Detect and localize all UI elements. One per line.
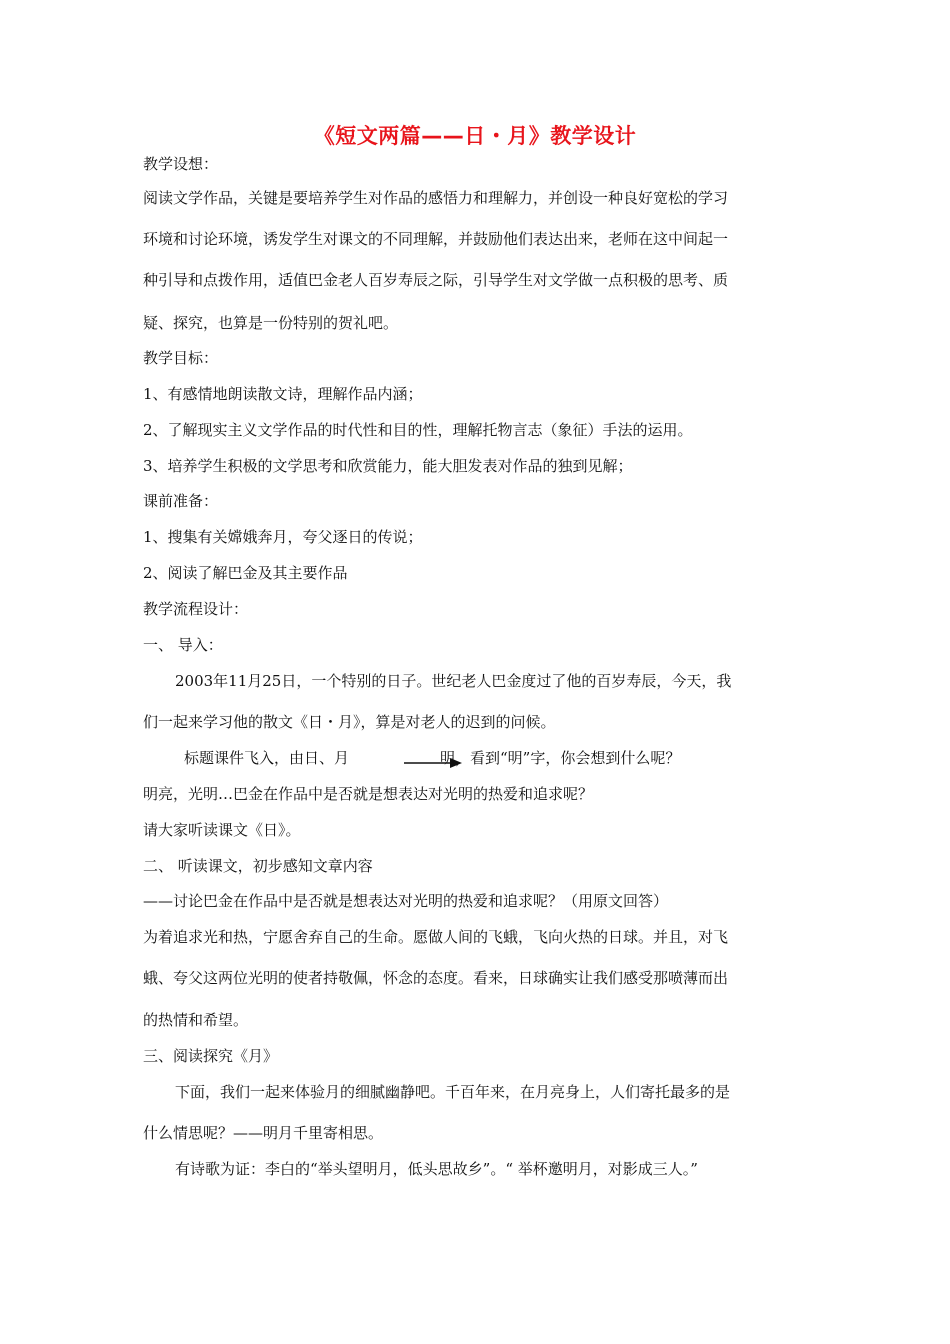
paragraph-line: 环境和讨论环境，诱发学生对课文的不同理解，并鼓励他们表达出来，老师在这中间起一 (143, 230, 729, 248)
paragraph-line: 蛾、夸父这两位光明的使者持敬佩，怀念的态度。看来，日球确实让我们感受那喷薄而出 (143, 969, 729, 987)
section-heading: 一、 导入： (143, 636, 223, 654)
section-heading: 三、阅读探究《月》 (143, 1047, 279, 1065)
list-item: 2、了解现实主义文学作品的时代性和目的性，理解托物言志（象征）手法的运用。 (143, 421, 693, 439)
list-item: 2、阅读了解巴金及其主要作品 (143, 564, 348, 582)
paragraph-line: 什么情思呢？——明月千里寄相思。 (143, 1124, 384, 1142)
paragraph-line: 疑、探究，也算是一份特别的贺礼吧。 (143, 314, 399, 332)
list-item: 1、搜集有关嫦娥奔月，夸父逐日的传说； (143, 528, 423, 546)
heading-teaching-goals: 教学目标： (143, 349, 219, 367)
paragraph-line: 请大家听读课文《日》。 (143, 821, 301, 839)
paragraph-line: 下面，我们一起来体验月的细腻幽静吧。千百年来，在月亮身上，人们寄托最多的是 (175, 1083, 731, 1101)
heading-design-idea: 教学设想： (143, 155, 219, 173)
paragraph-line: 们一起来学习他的散文《日・月》，算是对老人的迟到的问候。 (143, 713, 556, 731)
paragraph-line-end: 明，看到“明”字，你会想到什么呢？ (440, 749, 681, 767)
list-item: 3、培养学生积极的文学思考和欣赏能力，能大胆发表对作品的独到见解； (143, 457, 633, 475)
paragraph-line: ——讨论巴金在作品中是否就是想表达对光明的热爱和追求呢？（用原文回答） (143, 892, 669, 910)
paragraph-line-start: 标题课件飞入，由日、月 (184, 749, 350, 767)
document-title: 《短文两篇——日・月》教学设计 (313, 124, 637, 148)
paragraph-line: 种引导和点拨作用，适值巴金老人百岁寿辰之际，引导学生对文学做一点积极的思考、质 (143, 271, 729, 289)
paragraph-line: 为着追求光和热，宁愿舍弃自己的生命。愿做人间的飞蛾，飞向火热的日球。并且，对飞 (143, 928, 729, 946)
heading-process: 教学流程设计： (143, 600, 249, 618)
paragraph-line: 明亮，光明…巴金在作品中是否就是想表达对光明的热爱和追求呢？ (143, 785, 594, 803)
paragraph-line: 阅读文学作品，关键是要培养学生对作品的感悟力和理解力，并创设一种良好宽松的学习 (143, 189, 729, 207)
paragraph-line: 2003年11月25日，一个特别的日子。世纪老人巴金度过了他的百岁寿辰，今天，我 (175, 672, 732, 690)
section-heading: 二、 听读课文，初步感知文章内容 (143, 857, 373, 875)
list-item: 1、有感情地朗读散文诗，理解作品内涵； (143, 385, 423, 403)
paragraph-line: 有诗歌为证：李白的“举头望明月，低头思故乡”。“ 举杯邀明月，对影成三人。” (175, 1160, 698, 1178)
heading-preparation: 课前准备： (143, 492, 219, 510)
paragraph-line: 的热情和希望。 (143, 1011, 249, 1029)
